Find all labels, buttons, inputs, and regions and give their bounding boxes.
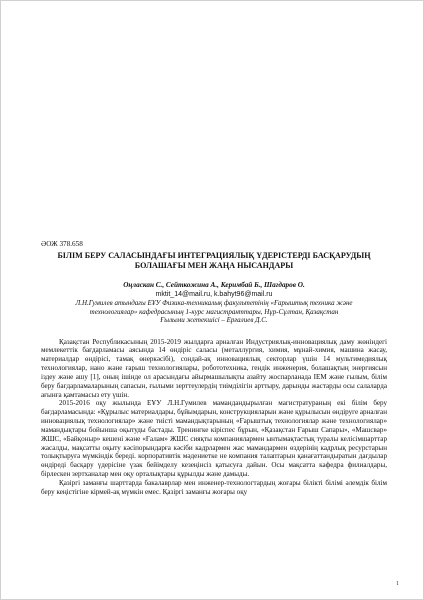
title-line: БОЛАШАҒЫ МЕН ЖАҢА НЫСАНДАРЫ: [134, 261, 294, 270]
paper-content: [41, 240, 387, 497]
title-line: БІЛІМ БЕРУ САЛАСЫНДАҒЫ ИНТЕГРАЦИЯЛЫҚ ҮДЕРІСТЕРДІ БАСҚАРУДЫҢ: [57, 251, 371, 260]
paragraph: Қазіргі заманғы шарттарда бакалаврлар мен инженер-технологтардың жоғары білікті білімі әлемдік білім беру кеңістігіне кірмей-ақ мүмкін емес. Қазіргі заманғы жоғары оқу: [41, 479, 387, 496]
affiliation-line: Л.Н.Гумилев атындағы ЕҰУ Физика-техникалық факультетінің «Ғарыштық техника және: [75, 299, 353, 307]
body-text: [41, 338, 387, 497]
author-emails: mktit_14@mail.ru, k.bahyt96@mail.ru: [155, 291, 273, 298]
affiliation: [41, 299, 387, 325]
supervisor-line: Ғылыми жетекшісі – Ерғалиев Д.С.: [160, 316, 268, 324]
paragraph: Қазақстан Республикасының 2015-2019 жылдарға арналған Индустриялық-инновациялық даму жөніндегі мемлекеттік бағдарламасы аясында 14 өндіріс саласы (металлургия, химия, мұнай-химия, машина жасау, материалдар өндірісі, тамақ өнеркәсібі), сондай-ақ инновациялық секторлар үшін 14 мультимедиялық технологиялар, нано және ғарыш технологиялары, робототехника, гендік инженерия, болашақтың энергиясын іздеу және ашу [1], оның ішінде ол арасындағы айырмашылықты азайту жоспарланада ІЕМ және ғылым, білім беру бағдарламаларының сапасын, ғылыми зерттеулердің тиімділігін арттыру, дарынды жастарды осы салаларда ағынға қамтамасыз ету үшін.: [41, 337, 387, 399]
paragraph: 2015-2016 оқу жылында ЕҰУ Л.Н.Гумилев мамандандырылған магистратураның екі білім беру бағдарламасында: «Құрылыс материалдары, бұйымдарын, конструкцияларын және құрылысын өндіруге арналған инновациялық технологиялар» және тиісті мамандықтарының «Ғарыштық технологиялар және технологиялар» мамандықтары бойынша оқытуды бастады. Тренингке кіріспес бұрын, «Қазақстан Ғарыш Сапары», «Машсвар» ЖШС, «Байқоныр» кешені және «Ғалам» ЖШС сияқты компаниялармен ынтымақтастық туралы келісімшарттар жасалды, мақсатты оқыту кәсіпорындарға кәсіби кадрлармен жас мамандармен өздерінің кадрлық ресурстарын толықтыруға мүмкіндік береді. корпоративтік мәдениетке не компания талаптарын қанағаттандыратын дағдылар өндіреді басқару үдерісіне үзак бейімделу кезеңінсіз қатысуға дайын. Осы мақсатта кафедра филиалдары, бірлескен зертханалар мен оқу орталықтары құрылды және дамыды.: [41, 399, 387, 479]
authors: Оңласкан С., Сейткожина А., Керимбай Б., Шагдаров О.: [123, 281, 305, 289]
affiliation-line: технологиялар» кафедрасының 1-курс магистранттары, Нұр-Сұлтан, Қазақстан: [89, 307, 339, 316]
udc-code: ӘОЖ 378.658: [41, 240, 83, 248]
page-number: 1: [396, 581, 399, 587]
paper-title: [41, 251, 387, 271]
